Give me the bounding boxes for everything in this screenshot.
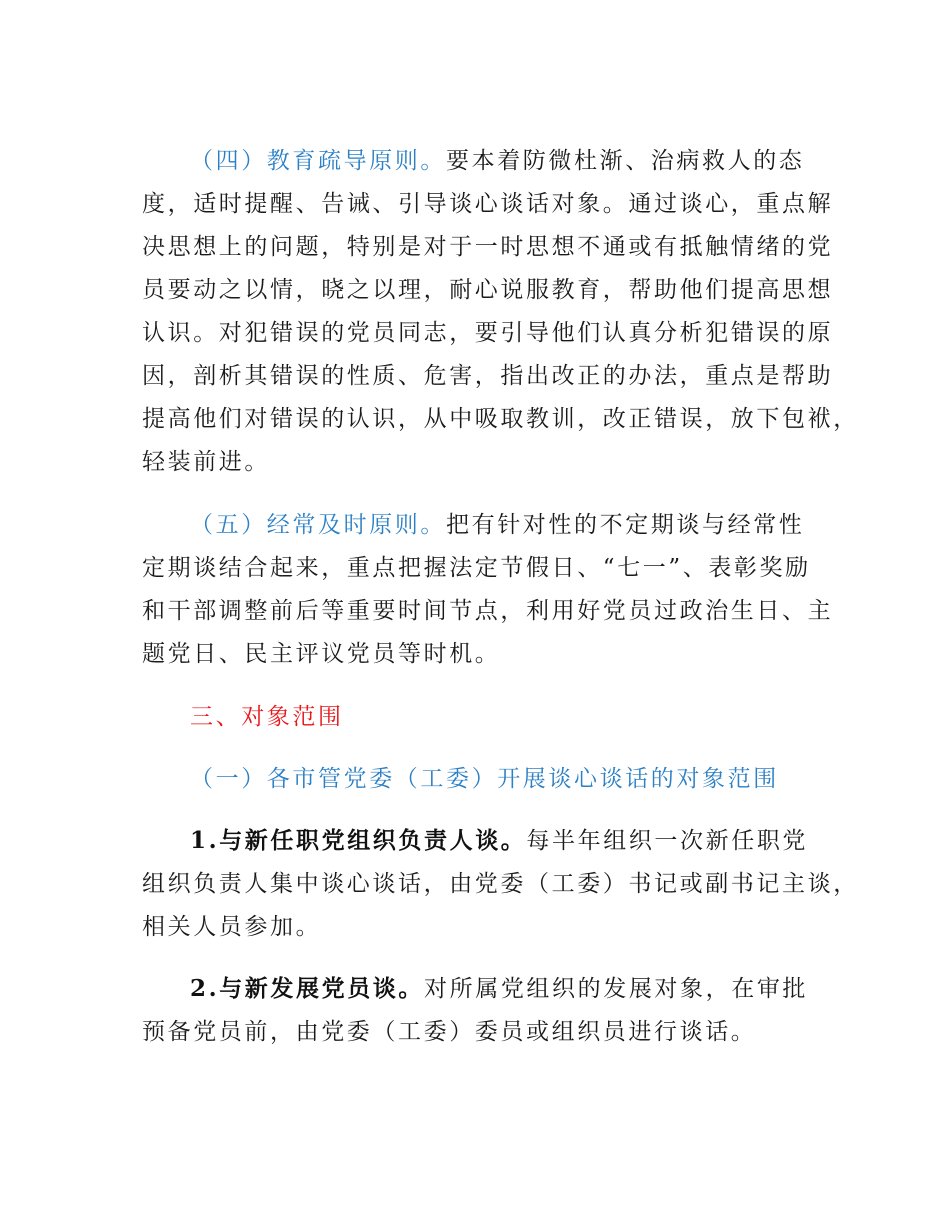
section-heading: （四）教育疏导原则。 [190,148,446,174]
paragraph-line [190,510,804,540]
paragraph-line: 决思想上的问题，特别是对于一时思想不通或有抵触情绪的党 [142,234,834,260]
paragraph-text: 要本着防微杜渐、治病救人的态 [446,148,805,174]
paragraph-line: 定期谈结合起来，重点把握法定节假日、“七一”、表彰奖励 [142,555,811,581]
paragraph-line: 相关人员参加。 [142,914,322,940]
paragraph-line: 提高他们对错误的认识，从中吸取教训，改正错误，放下包袱， [142,406,859,432]
paragraph-line: 和干部调整前后等重要时间节点，利用好党员过政治生日、主 [142,598,834,624]
chapter-title: 三、对象范围 [190,704,344,730]
paragraph-text: 每半年组织一次新任职党 [526,828,809,854]
paragraph-line: 轻装前进。 [142,449,270,475]
item-heading: 1.与新任职党组织负责人谈。 [190,827,527,854]
paragraph-line: 认识。对犯错误的党员同志，要引导他们认真分析犯错误的原 [142,320,834,346]
subsection-heading: （一）各市管党委（工委）开展谈心谈话的对象范围 [190,766,779,792]
paragraph-line: 度，适时提醒、告诫、引导谈心谈话对象。通过谈心，重点解 [142,191,834,217]
paragraph-line: 组织负责人集中谈心谈话，由党委（工委）书记或副书记主谈， [142,871,859,897]
paragraph-line [190,974,808,1004]
paragraph-line: 因，剖析其错误的性质、危害，指出改正的办法，重点是帮助 [142,363,834,389]
paragraph-line [190,146,804,176]
paragraph-text: 对所属党组织的发展对象，在审批 [424,976,809,1002]
section-heading: （五）经常及时原则。 [190,512,446,538]
item-heading: 2.与新发展党员谈。 [190,975,425,1002]
paragraph-line: 题党日、民主评议党员等时机。 [142,641,501,667]
paragraph-text: 把有针对性的不定期谈与经常性 [446,512,805,538]
paragraph-line: 预备党员前，由党委（工委）委员或组织员进行谈话。 [142,1019,757,1045]
paragraph-line [190,826,808,856]
paragraph-line: 员要动之以情，晓之以理，耐心说服教育，帮助他们提高思想 [142,277,834,303]
